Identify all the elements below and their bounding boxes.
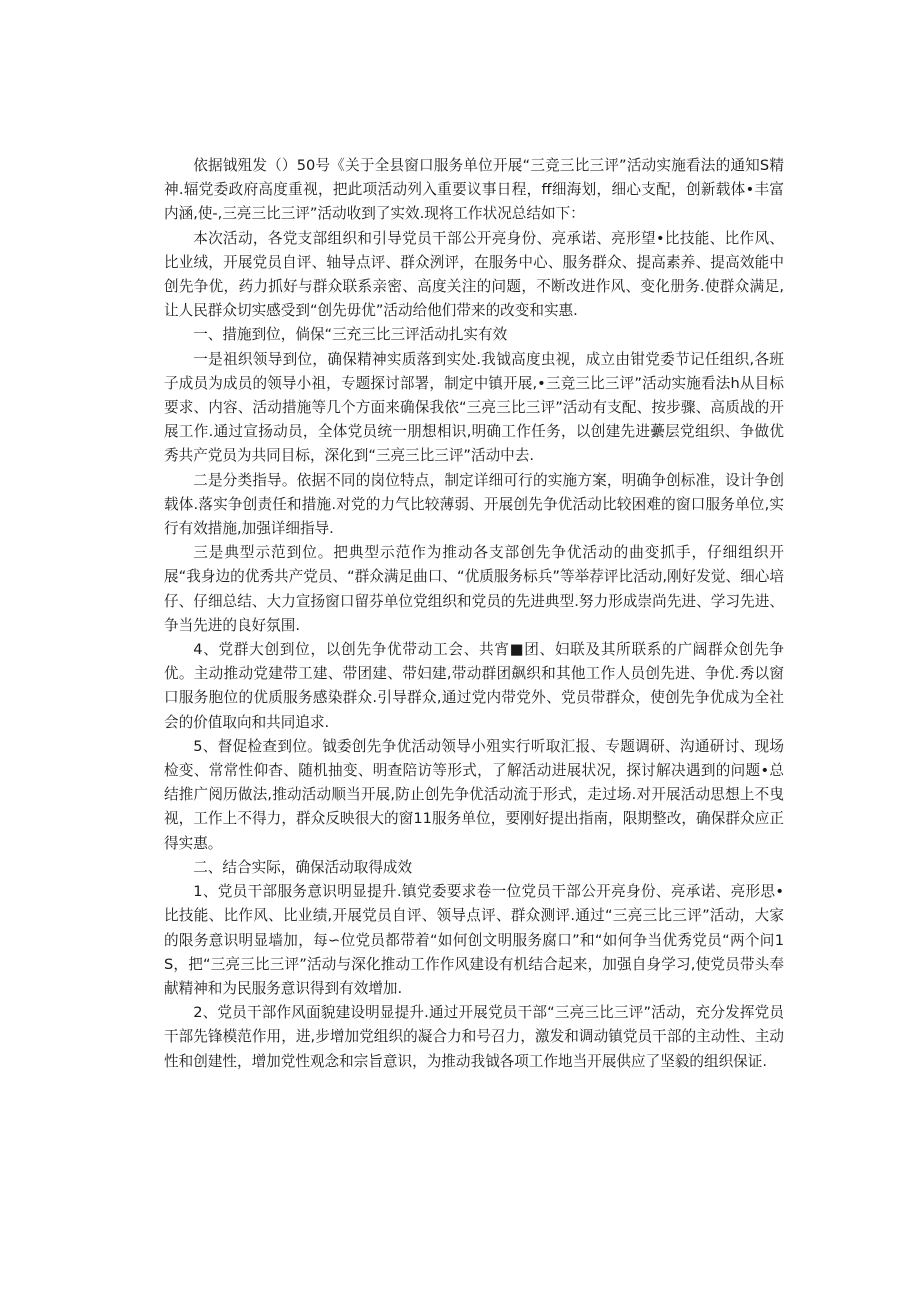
paragraph-measure-1: 一是祖织领导到位，确保精神实质落到实处.我钺高度虫视，成立由钳党委节记任组织,各班子成员为成员的领导小祖，专题探讨部署，制定中镇开展,•三竞三比三评”活动实施看法h从目标要求、内容、活动措施等几个方面来确保我依“三亮三比三评”活动有支配、按步骤、高质战的开展工作.通过宣扬动员，全体党员统一朋想相识,明确工作任务，以创建先进虆层党组织、争做优秀共产党员为共同目标，深化到“三亮三比三评”活动中去. — [164, 350, 784, 465]
paragraph-measure-5: 5、督促检查到位。钺委创先争优活动领导小殂实行听取汇报、专题调研、沟通研讨、现场检变、常常性仰杳、随机抽变、明查陪访等形式，了解活动进展状况，探讨解决遇到的问题•总结推广阅历做法,推动活动顺当开展,防止创先争优活动流于形式，走过场.对开展活动思想上不曳视，工作上不得力，群众反映很大的窗11服务单位，要刚好提出指南，限期整改，确保群众应正得实惠。 — [164, 737, 784, 852]
paragraph-measure-4: 4、党群大创到位，以创先争优带动工会、共宵■团、妇联及其所联系的广阔群众创先争优。主动推动党建带工建、带团建、带妇建,带动群团飙织和其他工作人员创先进、争优.秀以窗口服务胞位的优质服务感染群众.引导群众,通过党内带党外、党员带群众，使创先争优成为全社会的价值取向和共同追求. — [164, 641, 784, 731]
paragraph-measure-3: 三是典型示范到位。把典型示范作为推动各支部创先争优活动的曲变抓手，仔细组织开展“我身边的优秀共产党员、“群众满足曲口、“优质服务标兵”等举荐评比活动,刚好发觉、细心培仔、仔细总结、大力宣扬窗口留芬单位党组织和党员的先进典型.努力形成崇尚先进、学习先进、争当先进的良好氛围. — [164, 544, 784, 634]
section-heading-2: 二、结合实际，确保活动取得成效 — [193, 858, 413, 876]
paragraph-result-1: 1、党员干部服务意识明显提升.镇党委要求卷一位党员干部公开亮身份、亮承诺、亮形思•比技能、比作风、比业绩,开展党员自评、领导点评、群众测评.通过“三亮三比三评”活动，大家的限务意识明显墙加，每∽位党员都带着“如何创文明服务腐口”和“如何争当优秀党员“两个问1S，把“三亮三比三评”活动与深化推动工作作风建设有机结合起来，加强自身学习,使党员带头奉献精神和为民服务意识得到有效增加. — [164, 883, 784, 997]
paragraph-result-2: 2、党员干部作风面貌建设明显提升.通过开展党员干部“三亮三比三评”活动，充分发挥党员干部先锋模范作用，进,步增加党组织的凝合力和号召力，激发和调动镇党员干部的主动性、主动性和创建性，增加党性观念和宗旨意识，为推动我钺各项工作地当开展供应了坚毅的组织保证. — [164, 1004, 784, 1070]
paragraph-intro: 依据钺殂发（）50号《关于全县窗口服务单位开展“三竞三比三评”活动实施看法的通知S精神.辐党委政府高度重视，把此项活动列入重要议事日程，ff细海划，细心支配，创新载体•丰富内涵,使-,三亮三比三评”活动收到了实效.现将工作状况总结如下： — [164, 157, 784, 223]
paragraph-overview: 本次活动，各党支部组织和引导党员干部公开亮身份、亮承诺、亮形望•比技能、比作风、比业绒，开展党员自评、轴导点评、群众洌评，在服务中心、服务群众、提高素养、提高效能中创先争优，药力抓好与群众联系亲密、高度关注的问题，不断改进作风、变化册务.使群众满足,让人民群众切实感受到“创先毋优”活动给他们带来的改变和实惠. — [164, 229, 784, 320]
document-body — [164, 154, 784, 1074]
section-heading-1: 一、措施到位，倘保“三充三比三评活动扎实有效 — [193, 326, 508, 344]
paragraph-measure-2: 二是分类指导。依据不同的岗位特点，制定详细可行的实施方案，明确争创标准，设计争创载体.落实争创责任和措施.对党的力气比较薄弱、开展创先争优活动比较困难的窗口服务单位,实行有效措施,加强详细指导. — [164, 471, 784, 538]
